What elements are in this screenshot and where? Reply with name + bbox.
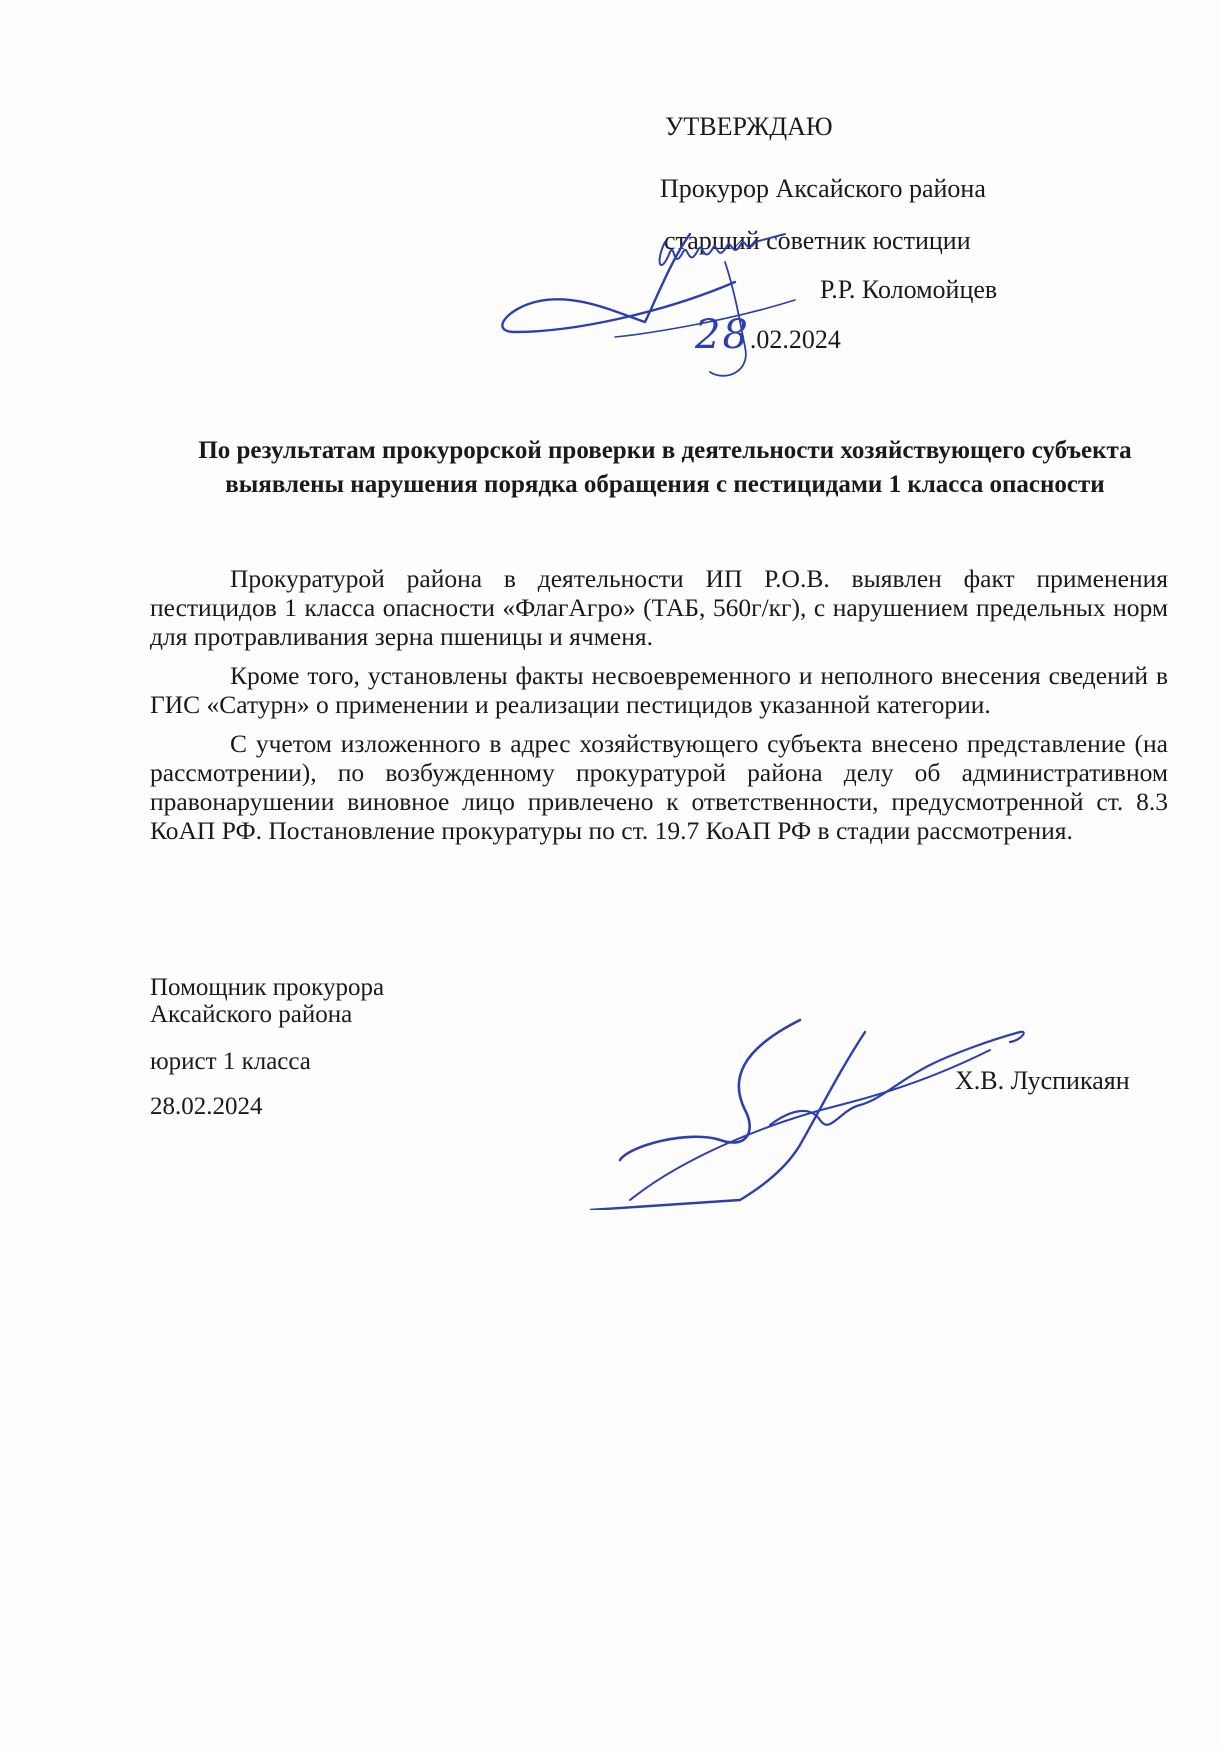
approval-position: Прокурор Аксайского района	[660, 174, 986, 203]
paragraph-gis-saturn: Кроме того, установлены факты несвоевременного и неполного внесения сведений в ГИС «Сатурн» о применении и реализации пестицидов указанной категории.	[150, 661, 1168, 719]
document-body	[150, 564, 1168, 855]
approval-date-printed: .02.2024	[749, 325, 841, 354]
approval-rank: старший советник юстиции	[664, 226, 971, 255]
assistant-signature-graphic	[590, 1010, 1030, 1210]
signature-date: 28.02.2024	[150, 1093, 263, 1120]
signature-rank: юрист 1 класса	[150, 1048, 311, 1075]
approval-name: Р.Р. Коломойцев	[820, 275, 998, 304]
document-title: По результатам прокурорской проверки в деятельности хозяйствующего субъекта выявлены нарушения порядка обращения с пестицидами 1 класса опасности	[198, 437, 1132, 498]
signature-block	[150, 974, 384, 1120]
signature-name: Х.В. Луспикаян	[955, 1066, 1130, 1095]
paragraph-measures: С учетом изложенного в адрес хозяйствующего субъекта внесено представление (на рассмотрении), по возбужденному прокуратурой района делу об административном правонарушении виновное лицо привлечено к ответственности, предусмотренной ст. 8.3 КоАП РФ. Постановление прокуратуры по ст. 19.7 КоАП РФ в стадии рассмотрения.	[150, 729, 1168, 845]
paragraph-violation-fact: Прокуратурой района в деятельности ИП Р.О.В. выявлен факт применения пестицидов 1 класса опасности «ФлагАгро» (ТАБ, 560г/кг), с нарушением предельных норм для протравливания зерна пшеницы и ячменя.	[150, 564, 1168, 651]
approval-date-handwritten-day: 28	[695, 312, 750, 358]
approval-heading: УТВЕРЖДАЮ	[665, 112, 833, 141]
signature-position-line2: Аксайского района	[150, 1001, 353, 1028]
approval-date	[695, 312, 841, 358]
signature-position-line1: Помощник прокурора	[150, 974, 385, 1001]
